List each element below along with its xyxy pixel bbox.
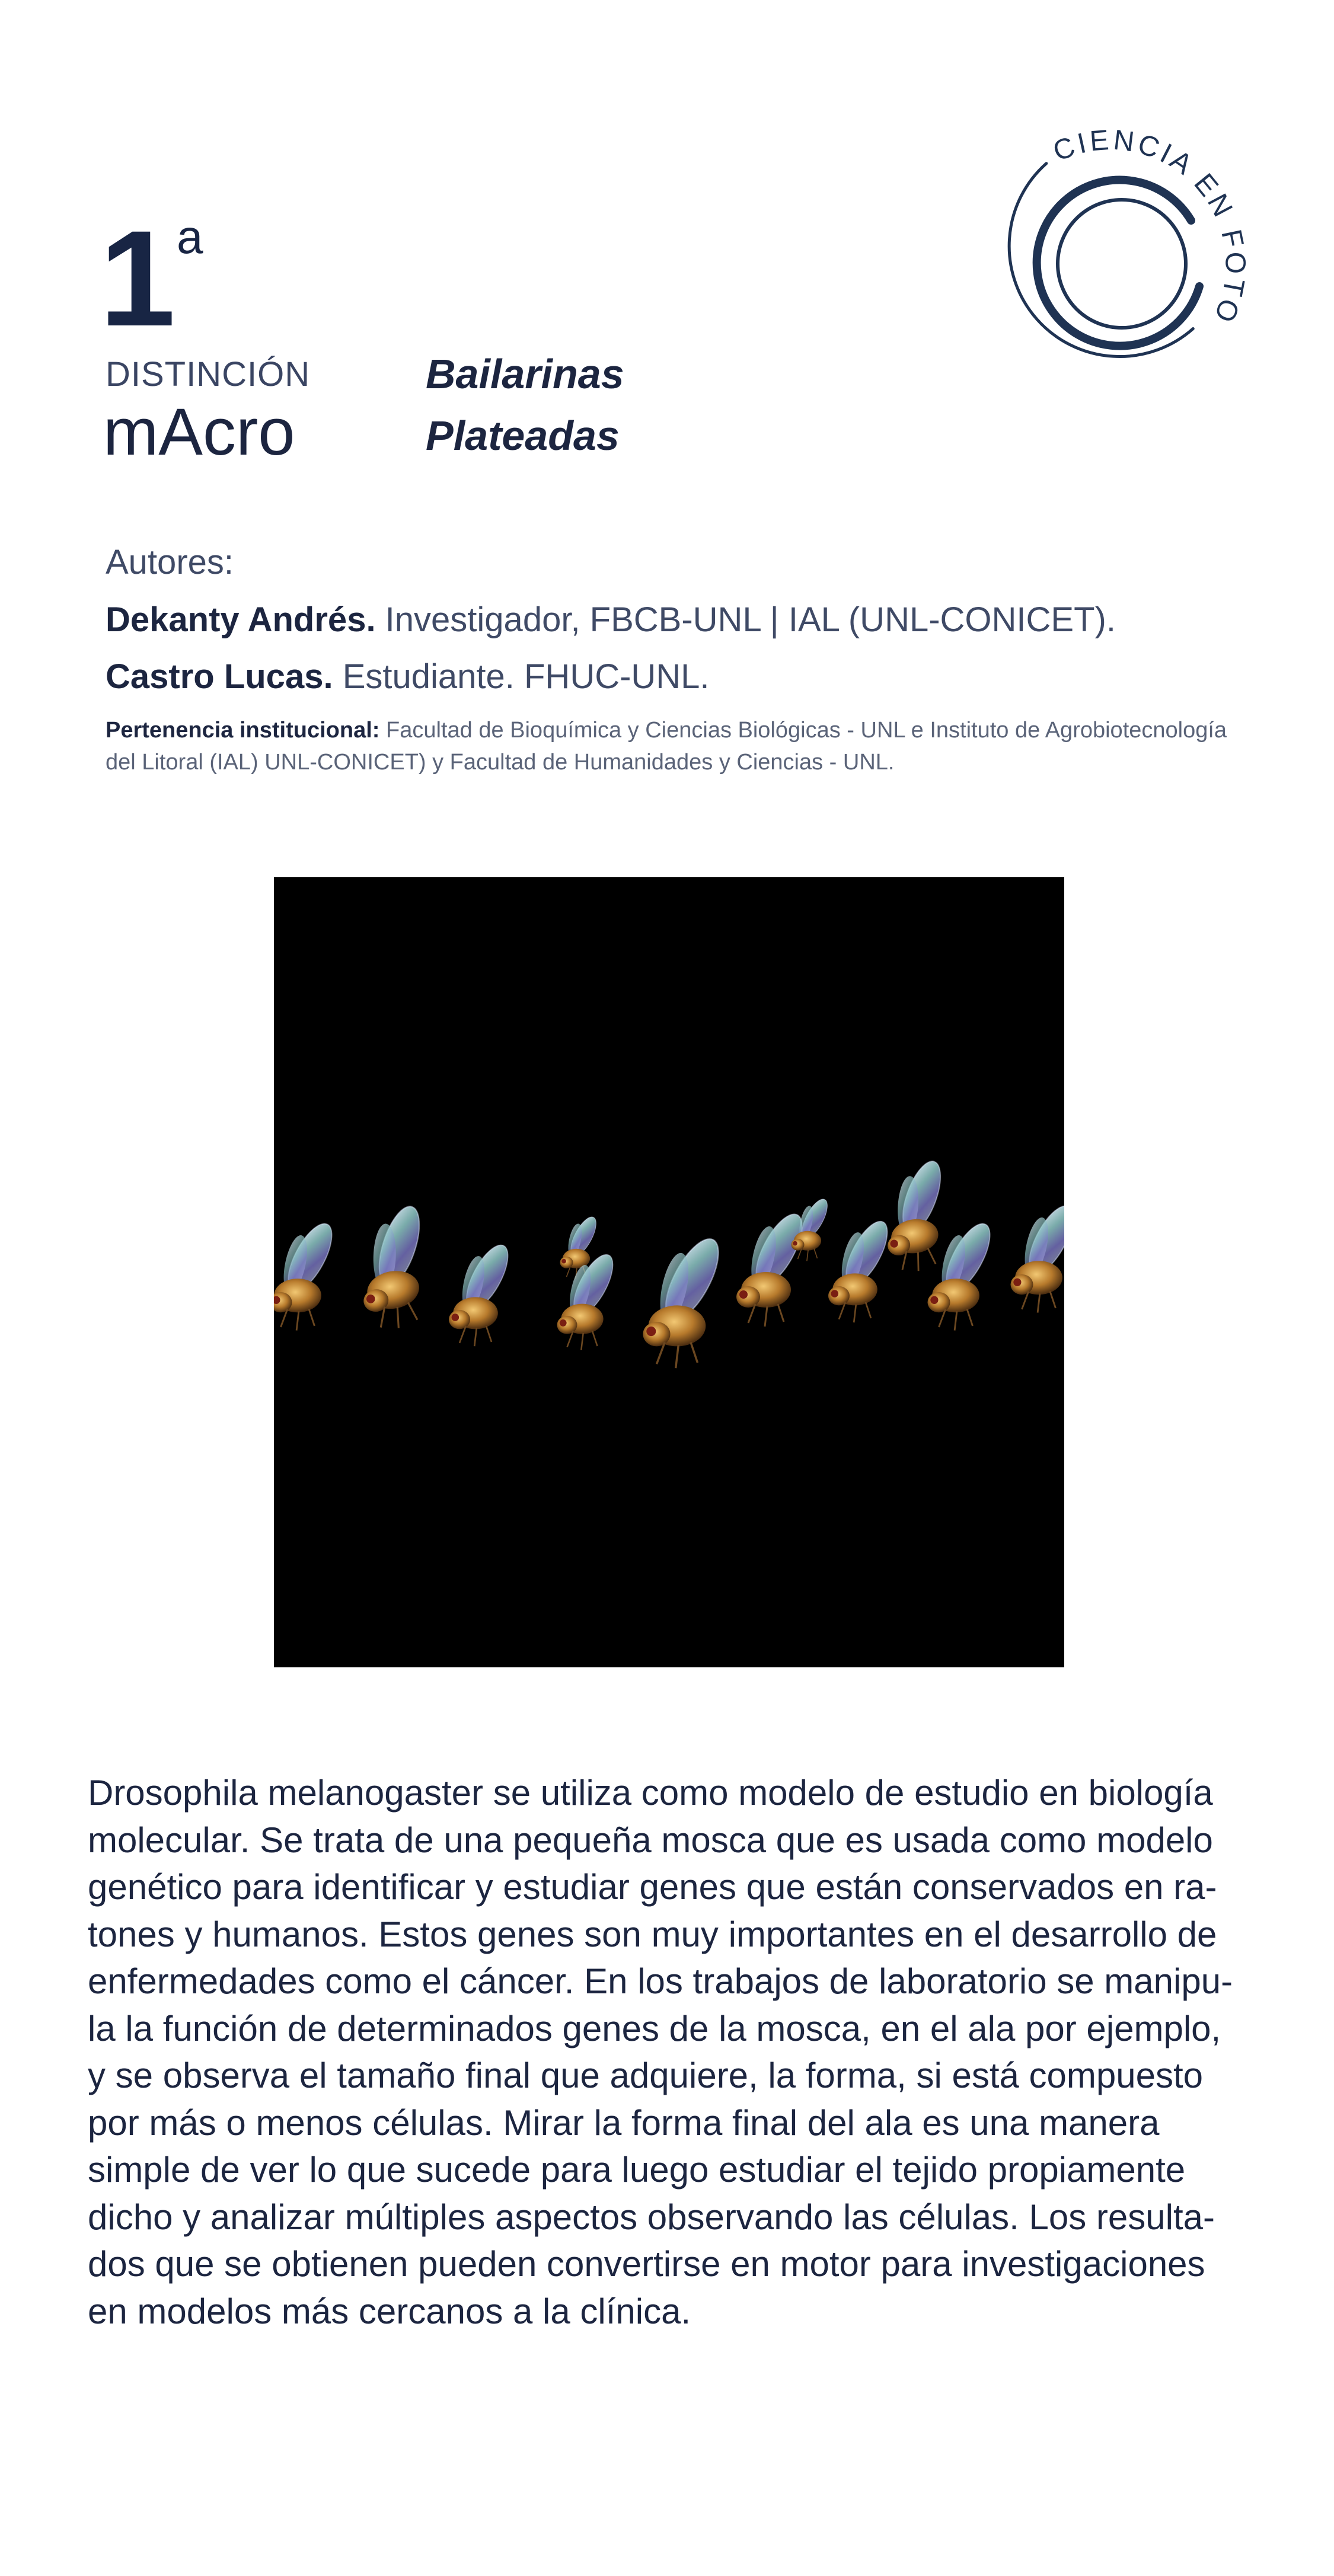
logo-thick-arc xyxy=(1037,180,1199,346)
rank-suffix: a xyxy=(177,210,203,263)
macro-photo xyxy=(274,877,1064,1667)
fly xyxy=(1011,1200,1065,1312)
rank-number: 1 xyxy=(100,202,175,354)
photo-title xyxy=(426,344,624,466)
fly xyxy=(643,1232,729,1369)
logo-text: CIENCIA EN FOTO xyxy=(1049,124,1251,330)
author-name: Castro Lucas. xyxy=(106,657,333,696)
author-entry xyxy=(106,600,1116,640)
fly xyxy=(274,1217,340,1330)
fly xyxy=(347,1197,446,1333)
author-role: Estudiante. FHUC-UNL. xyxy=(333,657,710,696)
logo-inner-circle xyxy=(1058,200,1186,328)
author-name: Dekanty Andrés. xyxy=(106,600,376,639)
flies-illustration xyxy=(274,877,1064,1667)
authors-heading: Autores: xyxy=(106,543,234,581)
category-name: mAcro xyxy=(103,395,295,469)
ciencia-en-fotos-logo xyxy=(984,124,1257,397)
photo-title-line-1: Bailarinas xyxy=(426,351,624,397)
author-entry xyxy=(106,657,710,696)
institutional-affiliation xyxy=(106,715,1232,779)
affiliation-text: Facultad de Bioquímica y Ciencias Biológicas - UNL e Instituto de Agrobiotecnología del Litoral (IAL) UNL-CONICET) y Facultad de Humanidades y Ciencias - UNL. xyxy=(106,718,1227,775)
fly xyxy=(828,1216,895,1322)
author-role: Investigador, FBCB-UNL | IAL (UNL-CONICET). xyxy=(375,600,1116,639)
fly xyxy=(449,1239,516,1346)
photo-title-line-2: Plateadas xyxy=(426,412,620,459)
distinction-label: DISTINCIÓN xyxy=(106,355,311,394)
photo-description: Drosophila melanogaster se utiliza como modelo de estudio en biología molecular. Se trata de una pequeña mosca que es usada como modelo genético para identificar y estudiar genes que están conservados en ra- tones y humanos. Estos genes son muy importantes en el desarrollo de enfermedades como el cáncer. En los trabajos de laboratorio se manipu- la la función de determinados genes de la mosca, en el ala por ejemplo, y se observa el tamaño final que adquiere, la forma, si está compuesto por más o menos células. Mirar la forma final del ala es una manera simple de ver lo que sucede para luego estudiar el tejido propiamente dicho y analizar múltiples aspectos observando las células. Los resulta- dos que se obtienen pueden convertirse en motor para investigaciones en modelos más cercanos a la clínica. xyxy=(88,1773,1233,2331)
affiliation-label: Pertenencia institucional: xyxy=(106,718,380,743)
